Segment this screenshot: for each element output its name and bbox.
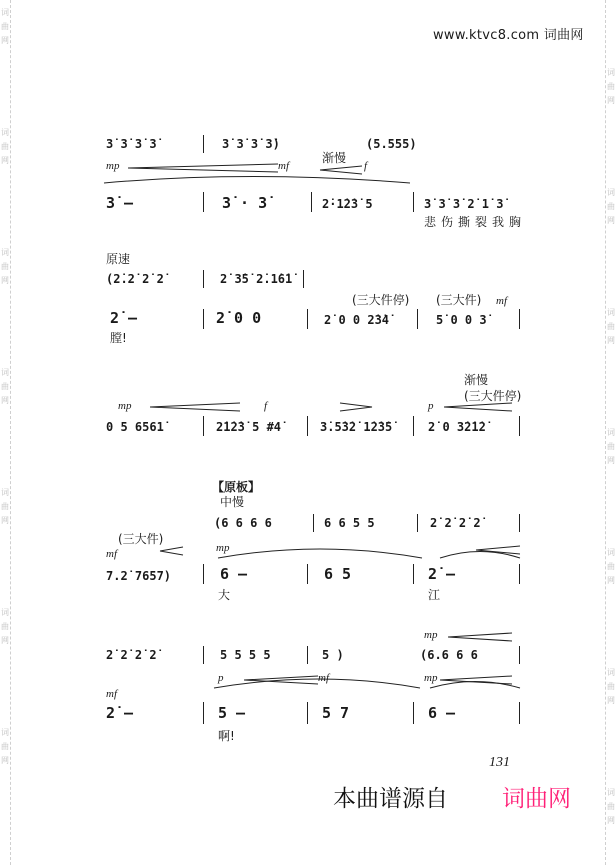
dynamic-mark: mp — [106, 160, 120, 172]
barline — [413, 702, 414, 724]
lyric: 悲伤撕裂我胸 — [424, 215, 527, 229]
tempo-mark: 原速 — [106, 252, 131, 266]
barline — [203, 564, 204, 584]
accomp-measure: 2̇ 2̇ 2̇ 2̇ — [106, 648, 157, 662]
accomp-measure: (6.6 6 6 — [420, 648, 478, 662]
barline — [413, 192, 414, 212]
page-number: 131 — [489, 755, 510, 770]
barline — [417, 309, 418, 329]
accomp-measure: 5 5 5 5 — [220, 648, 271, 662]
strip-glyph: 词 — [607, 68, 615, 77]
strip-glyph: 曲 — [607, 682, 615, 691]
strip-glyph: 词 — [1, 8, 9, 17]
barline — [307, 646, 308, 664]
strip-glyph: 曲 — [607, 442, 615, 451]
barline — [307, 309, 308, 329]
accomp-measure: 3̇ 3̇ 3̇ 3̇ — [106, 137, 157, 151]
tempo-mark: 中慢 — [220, 495, 245, 509]
dynamic-mark: mp — [118, 400, 132, 412]
crescendo-hairpin — [320, 166, 362, 174]
strip-glyph: 曲 — [1, 142, 9, 151]
instrument-note: (三大件停) — [464, 389, 522, 403]
barline — [311, 192, 312, 212]
strip-glyph: 词 — [607, 788, 615, 797]
melody-measure: 3̇ · 3̇ — [222, 194, 268, 212]
melody-measure: 2̇ 0 3̇2̇1̇2̇ — [428, 420, 486, 434]
melody-measure: 6 – — [220, 565, 248, 583]
footer-brand-link[interactable]: 词曲网 — [502, 786, 571, 812]
decrescendo-hairpin — [340, 403, 372, 411]
barline — [203, 702, 204, 724]
strip-glyph: 网 — [1, 516, 9, 525]
crescendo-hairpin — [448, 633, 512, 641]
dynamic-mark: mp — [216, 542, 230, 554]
accomp-measure: 6 6 5 5 — [324, 516, 375, 530]
lyric: 大 — [218, 588, 231, 602]
crescendo-hairpin — [444, 403, 512, 411]
strip-glyph: 词 — [607, 188, 615, 197]
strip-glyph: 网 — [1, 156, 9, 165]
dynamic-mark: mp — [424, 672, 438, 684]
barline — [519, 646, 520, 664]
strip-glyph: 网 — [607, 216, 615, 225]
strip-glyph: 曲 — [607, 82, 615, 91]
barline — [519, 564, 520, 584]
accomp-measure: 5 ) — [322, 648, 344, 662]
strip-glyph: 网 — [607, 576, 615, 585]
dynamic-mark: mf — [278, 160, 289, 172]
melody-measure: 2̇ 0 0 — [216, 309, 262, 327]
site-watermark: www.ktvc8.com 词曲网 — [433, 28, 584, 43]
melody-measure: 5 – — [218, 704, 246, 722]
melody-measure: 3̇.5̇3̇2̇ 1̇2̇3̇5̇ — [320, 420, 393, 434]
footer-source-text: 本曲谱源自 — [333, 786, 448, 812]
barline — [417, 514, 418, 532]
strip-glyph: 词 — [607, 668, 615, 677]
dynamic-mark: mf — [496, 295, 507, 307]
left-watermark-strip — [0, 0, 11, 865]
barline — [307, 702, 308, 724]
accomp-measure: 3̇ 3̇ 3̇ 3̇) — [222, 137, 280, 151]
strip-glyph: 网 — [1, 396, 9, 405]
melody-measure: 3̇ – — [106, 194, 134, 212]
accomp-measure: 2̇ 3̇5̇ 2̇.1̇6̇1̇ — [220, 272, 293, 286]
strip-glyph: 词 — [607, 428, 615, 437]
melody-measure: 0 5 6561̇ — [106, 420, 164, 434]
dynamic-mark: mf — [106, 688, 117, 700]
strip-glyph: 曲 — [1, 502, 9, 511]
instrument-note: (三大件停) — [352, 293, 410, 307]
melody-measure: 2̇ – — [428, 565, 456, 583]
barline — [519, 309, 520, 329]
strip-glyph: 网 — [607, 456, 615, 465]
barline — [203, 309, 204, 329]
barline — [203, 270, 204, 288]
slur — [440, 552, 520, 559]
strip-glyph: 曲 — [607, 202, 615, 211]
barline — [203, 135, 204, 153]
lyric: 江 — [428, 588, 441, 602]
barline — [303, 270, 304, 288]
strip-glyph: 词 — [1, 488, 9, 497]
barline — [307, 416, 308, 436]
accomp-measure: (5.555) — [366, 137, 417, 151]
right-watermark-strip — [605, 0, 616, 865]
barline — [203, 416, 204, 436]
strip-glyph: 曲 — [1, 382, 9, 391]
accomp-measure: (6 6 6 6 — [214, 516, 272, 530]
melody-measure: 7.2̇ 7657) — [106, 569, 172, 583]
melody-measure: 6 – — [428, 704, 456, 722]
section-label: 【原板】 — [212, 480, 261, 494]
melody-measure: 2̇1̇2̇3̇ 5 #4̇ — [216, 420, 282, 434]
accomp-measure: (2̇.2̇ 2̇ 2̇ — [106, 272, 164, 286]
tempo-mark: 渐慢 — [464, 373, 489, 387]
strip-glyph: 曲 — [1, 622, 9, 631]
dynamic-mark: f — [264, 400, 268, 412]
tempo-mark: 渐慢 — [322, 151, 347, 165]
strip-glyph: 曲 — [607, 562, 615, 571]
barline — [413, 564, 414, 584]
strip-glyph: 词 — [1, 608, 9, 617]
strip-glyph: 网 — [607, 96, 615, 105]
strip-glyph: 网 — [1, 36, 9, 45]
strip-glyph: 网 — [607, 816, 615, 825]
strip-glyph: 曲 — [607, 322, 615, 331]
dynamic-mark: p — [218, 672, 224, 684]
strip-glyph: 词 — [1, 368, 9, 377]
melody-measure: 2̇ – — [110, 309, 138, 327]
barline — [203, 192, 204, 212]
lyric: 啊! — [218, 729, 235, 743]
barline — [203, 646, 204, 664]
crescendo-hairpin — [244, 676, 318, 684]
melody-measure: 5̇ 0 0 3̇ — [436, 313, 487, 327]
melody-measure: 2̇·1̇2̇3̇ 5 — [322, 197, 373, 211]
accomp-measure: 2̇ 2̇ 2̇ 2̇ — [430, 516, 481, 530]
instrument-note: (三大件) — [118, 532, 164, 546]
barline — [519, 514, 520, 532]
crescendo-hairpin — [128, 164, 278, 172]
strip-glyph: 网 — [1, 276, 9, 285]
barline — [313, 514, 314, 532]
strip-glyph: 网 — [607, 696, 615, 705]
strip-glyph: 曲 — [1, 742, 9, 751]
strip-glyph: 曲 — [607, 802, 615, 811]
slur — [218, 549, 422, 558]
dynamic-mark: mf — [318, 672, 329, 684]
strip-glyph: 词 — [1, 248, 9, 257]
dynamic-mark: mp — [424, 629, 438, 641]
lyric: 膛! — [110, 331, 127, 345]
strip-glyph: 网 — [1, 756, 9, 765]
crescendo-hairpin — [476, 546, 520, 554]
strip-glyph: 网 — [607, 336, 615, 345]
slur — [430, 682, 520, 689]
strip-glyph: 网 — [1, 636, 9, 645]
slur — [104, 177, 410, 184]
melody-measure: 2̇ 0 0 2̇3̇4̇ — [324, 313, 390, 327]
melody-measure: 5 7 — [322, 704, 350, 722]
crescendo-hairpin — [160, 547, 183, 555]
strip-glyph: 曲 — [1, 22, 9, 31]
barline — [519, 416, 520, 436]
strip-glyph: 曲 — [1, 262, 9, 271]
melody-measure: 2̇ – — [106, 704, 134, 722]
dynamic-mark: mf — [106, 548, 117, 560]
barline — [307, 564, 308, 584]
dynamic-mark: p — [428, 400, 434, 412]
strip-glyph: 词 — [607, 548, 615, 557]
dynamic-mark: f — [364, 160, 368, 172]
barline — [519, 702, 520, 724]
slur — [214, 679, 420, 688]
strip-glyph: 词 — [607, 308, 615, 317]
crescendo-hairpin — [150, 403, 240, 411]
crescendo-hairpin — [440, 676, 512, 684]
melody-measure: 6 5 — [324, 565, 352, 583]
instrument-note: (三大件) — [436, 293, 482, 307]
strip-glyph: 词 — [1, 128, 9, 137]
strip-glyph: 词 — [1, 728, 9, 737]
barline — [413, 416, 414, 436]
melody-measure: 3̇ 3̇ 3̇ 2̇ 1̇ 3̇ — [424, 197, 504, 211]
